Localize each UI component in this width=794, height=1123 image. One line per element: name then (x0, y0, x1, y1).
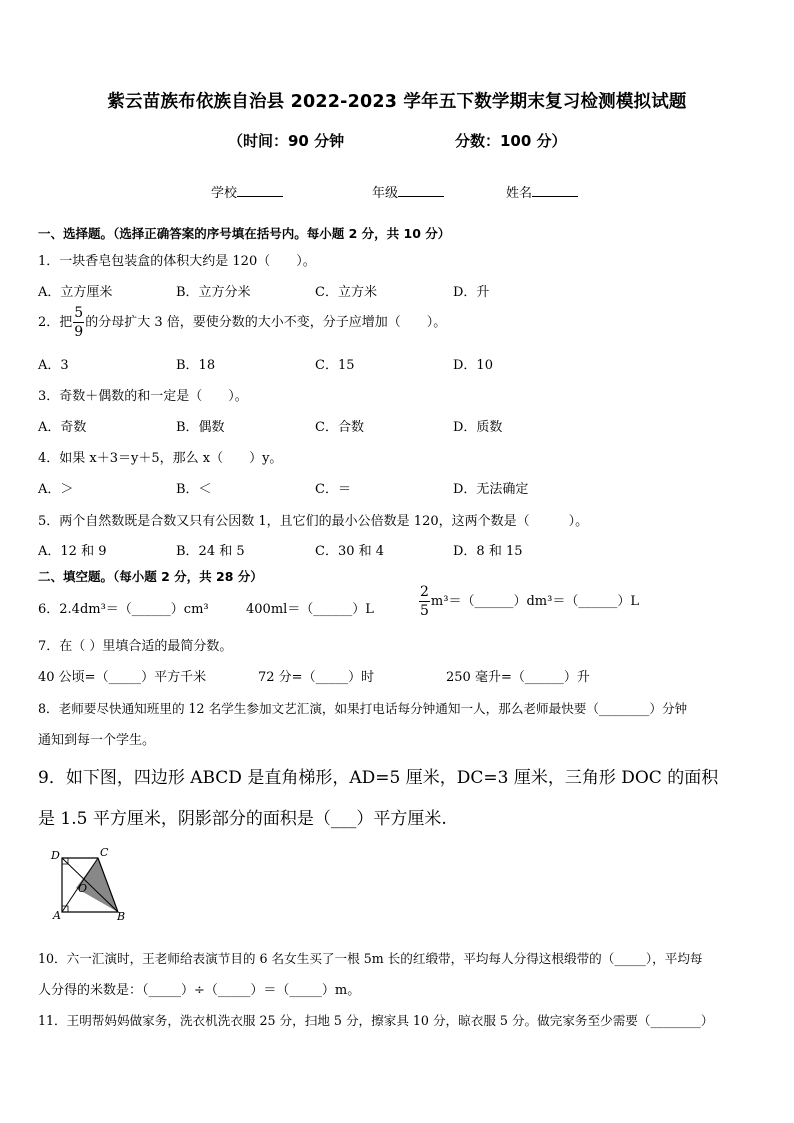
name-field[interactable] (506, 182, 578, 201)
section1-heading: 一、选择题。（选择正确答案的序号填在括号内。每小题 2 分，共 10 分） (38, 226, 451, 241)
exam-score: 分数：100 分） (455, 132, 567, 150)
q4-option-d: D．无法确定 (453, 482, 529, 497)
q2-option-d: D．10 (453, 358, 493, 373)
q5-option-a: A．12 和 9 (38, 544, 107, 559)
q10-line1: 10．六一汇演时，王老师给表演节目的 6 名女生买了一根 5m 长的红缎带，平均每人分得这根缎带的（_____），平均每 (38, 951, 703, 966)
q3-option-c: C．合数 (315, 420, 364, 435)
question-1: 1．一块香皂包装盒的体积大约是 120（ ）。 (38, 254, 316, 269)
question-5: 5．两个自然数既是合数又只有公因数 1，且它们的最小公倍数是 120，这两个数是（ ）。 (38, 514, 589, 529)
q8-line1: 8．老师要尽快通知班里的 12 名学生参加文艺汇演，如果打电话每分钟通知一人，那么老师最快要（________）分钟 (38, 701, 688, 716)
q1-option-d: D．升 (453, 285, 490, 300)
q1-option-c: C．立方米 (315, 285, 377, 300)
label-a: A (53, 909, 61, 922)
q11-line1: 11．王明帮妈妈做家务，洗衣机洗衣服 25 分，扫地 5 分，擦家具 10 分，晾衣服 5 分。做完家务至少需要（________） (38, 1013, 714, 1028)
school-blank[interactable] (237, 184, 283, 197)
q3-option-b: B．偶数 (176, 420, 225, 435)
q6-part3-text: m³＝（______）dm³＝（______）L (430, 594, 639, 609)
q2-frac-den: 9 (74, 324, 84, 340)
q2-option-c: C．15 (315, 358, 355, 373)
trapezoid-figure (46, 846, 130, 922)
q2-suffix: 的分母扩大 3 倍，要使分数的大小不变，分子应增加（ ）。 (85, 315, 447, 330)
exam-time: （时间：90 分钟 (228, 132, 345, 150)
q3-option-a: A．奇数 (38, 420, 87, 435)
q6-part2: 400ml＝（______）L (246, 602, 374, 617)
q1-option-b: B．立方分米 (176, 285, 251, 300)
q6-part3 (418, 585, 639, 618)
grade-blank[interactable] (398, 184, 444, 197)
grade-field[interactable] (372, 182, 444, 201)
q7-part2: 72 分=（_____）时 (258, 670, 375, 685)
q5-option-d: D．8 和 15 (453, 544, 523, 559)
q2-prefix: 2．把 (38, 315, 73, 330)
q3-option-d: D．质数 (453, 420, 503, 435)
q7-part1: 40 公顷=（_____）平方千米 (38, 670, 207, 685)
question-7: 7．在（ ）里填合适的最简分数。 (38, 639, 233, 654)
q2-frac-num: 5 (74, 305, 84, 321)
question-4: 4．如果 x＋3＝y＋5，那么 x（ ）y。 (38, 451, 283, 466)
label-c: C (100, 846, 109, 859)
q8-line2: 通知到每一个学生。 (38, 733, 156, 748)
q4-option-b: B．＜ (176, 482, 212, 497)
q2-option-a: A．3 (38, 358, 69, 373)
school-field[interactable] (211, 182, 283, 201)
q9-line1: 9．如下图，四边形 ABCD 是直角梯形，AD=5 厘米，DC=3 厘米，三角形 DOC 的面积 (38, 768, 719, 788)
q9-line2: 是 1.5 平方厘米，阴影部分的面积是（___）平方厘米. (38, 809, 447, 829)
label-d: D (51, 849, 60, 862)
name-label: 姓名 (506, 186, 533, 201)
name-blank[interactable] (532, 184, 578, 197)
q1-option-a: A．立方厘米 (38, 285, 113, 300)
q2-fraction (73, 306, 84, 339)
label-o: O (78, 882, 88, 895)
q6-fraction (419, 585, 430, 618)
grade-label: 年级 (372, 186, 399, 201)
q5-option-c: C．30 和 4 (315, 544, 385, 559)
diagonal-db (62, 858, 118, 912)
q2-option-b: B．18 (176, 358, 216, 373)
q4-option-c: C．＝ (315, 482, 351, 497)
q6-frac-num: 2 (420, 584, 429, 600)
label-b: B (117, 910, 126, 922)
question-3: 3．奇数＋偶数的和一定是（ ）。 (38, 389, 248, 404)
q4-option-a: A．＞ (38, 482, 74, 497)
q6-part1: 6．2.4dm³＝（______）cm³ (38, 602, 209, 617)
exam-title: 紫云苗族布依族自治县 2022-2023 学年五下数学期末复习检测模拟试题 (107, 92, 687, 112)
section2-heading: 二、填空题。（每小题 2 分，共 28 分） (38, 569, 263, 584)
question-2 (38, 306, 446, 339)
q6-frac-den: 5 (420, 603, 429, 619)
school-label: 学校 (211, 186, 238, 201)
q7-part3: 250 毫升=（______）升 (446, 670, 590, 685)
q10-line2: 人分得的米数是：（_____）÷（_____）＝（_____）m。 (38, 983, 361, 998)
q5-option-b: B．24 和 5 (176, 544, 245, 559)
